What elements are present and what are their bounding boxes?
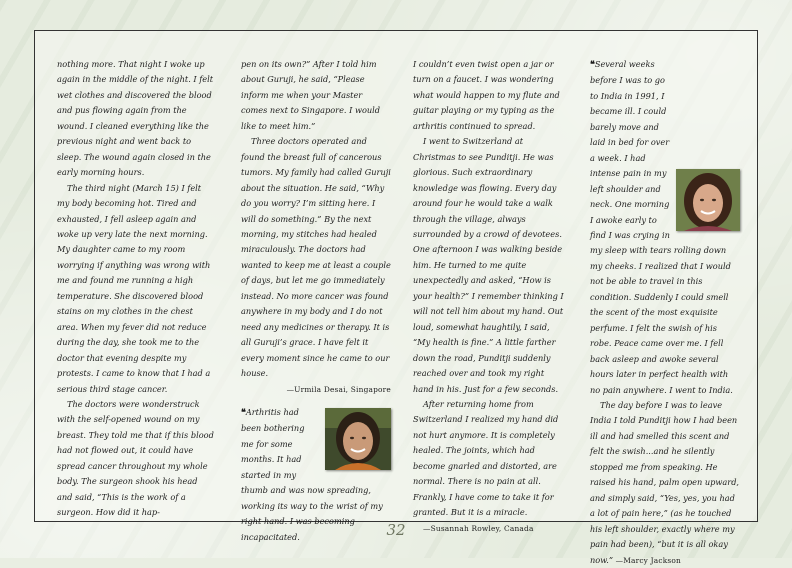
paragraph: Three doctors operated and found the breast full of cancerous tumors. My family had called Guruji about the situation. He said, “Why do you worry? I’m sitting here. I will do something.” By the next morning, my stitches had healed miraculously. The doctors had wanted to keep me at least a couple of days, but let me go immediately instead. No more cancer was found anywhere in my body and I do not need any medicines or therapy. It is all Guruji’s grace. I have felt it every moment since he came to our house.	[241, 136, 391, 379]
paragraph: I went to Switzerland at Christmas to see Punditji. He was glorious. Such extraordinary knowledge was flowing. Every day around four he would take a walk through the village, always surrounded by a crowd of devotees. One afternoon I was walking beside him. He turned to me quite unexpectedly and asked, “How is your health?” I remember thinking I will not tell him about my hand. Out loud, somewhat haughtily, I said, “My health is fine.” A little farther down the road, Punditji suddenly reached over and took my right hand in his. Just for a few seconds.	[413, 136, 564, 394]
column-2	[241, 57, 391, 545]
testimonial-signature: —Urmila Desai, Singapore	[286, 384, 391, 394]
quote-mark-icon: ❝	[590, 60, 595, 70]
quote-mark-icon: ❝	[241, 407, 246, 418]
paragraph-text: Several weeks before I was to go to India in 1991, I became ill. I could barely move and laid in bed for over a week. I had intense pain in my left shoulder and neck. One morning I awoke early to find I was crying in my sleep with tears rolling down my cheeks. I realized that I would not be able to travel in this condition. Suddenly I could smell the scent of the most exquisite perfume. I felt the swish of his robe. Peace came over me. I fell back asleep and awoke several hours later in perfect health with no pain anywhere. I went to India.	[590, 59, 733, 395]
paragraph: nothing more. That night I woke up again in the middle of the night. I felt wet clothes and discovered the blood and pus flowing again from the wound. I cleaned everything like the previous night and went back to sleep. The wound again closed in the early morning hours.	[57, 59, 214, 178]
paragraph-text: Arthritis had been bothering me for some months. It had started in my thumb and was now spreading, working its way to the wrist of my right hand. I was becoming incapacitated.	[241, 406, 383, 542]
paragraph-text: The day before I was to leave India I told Punditji how I had been ill and had smelled this scent and felt the swish...and he silently stopped me from speaking. He raised his hand, palm open upward, and simply said, “Yes, yes, you had a lot of pain here,” (as he touched his left shoulder, exactly where my pain had been), “but it is all okay now.”	[590, 399, 740, 565]
column-4	[590, 57, 740, 568]
page-number: 32	[386, 521, 406, 539]
paragraph: After returning home from Switzerland I realized my hand did not hurt anymore. It is completely healed. The joints, which had become gnarled and distorted, are normal. There is no pain at all. Frankly, I have come to take it for granted. But it is a miracle.	[413, 398, 559, 518]
column-3	[413, 57, 565, 536]
portrait-photo-woman	[676, 169, 740, 231]
paragraph: pen on its own?” After I told him about Guruji, he said, “Please inform me when your Master comes next to Singapore. I would like to meet him.”	[241, 59, 381, 131]
paragraph: I couldn’t even twist open a jar or turn on a faucet. I was wondering what would happen to my flute and guitar playing or my typing as the arthritis continued to spread.	[413, 59, 560, 131]
testimonial-signature: —Marcy Jackson	[615, 555, 681, 565]
testimonial-signature: —Susannah Rowley, Canada	[423, 523, 534, 533]
paragraph: The third night (March 15) I felt my body becoming hot. Tired and exhausted, I fell asleep again and woke up very late the next morning. My daughter came to my room worrying if anything was wrong with me and found me running a high temperature. She discovered blood stains on my clothes in the chest area. When my fever did not reduce during the day, she took me to the doctor that evening despite my protests. I came to know that I had a serious third stage cancer.	[57, 182, 211, 394]
portrait-photo-woman	[325, 408, 391, 470]
paragraph: The doctors were wonderstruck with the self-opened wound on my breast. They told me that if this blood had not flowed out, it could have spread cancer throughout my whole body. The surgeon shook his head and said, “This is the work of a surgeon. How did it hap-	[57, 398, 214, 518]
paragraph	[590, 398, 740, 568]
column-1	[57, 57, 215, 521]
testimonial-paragraph	[590, 57, 740, 398]
